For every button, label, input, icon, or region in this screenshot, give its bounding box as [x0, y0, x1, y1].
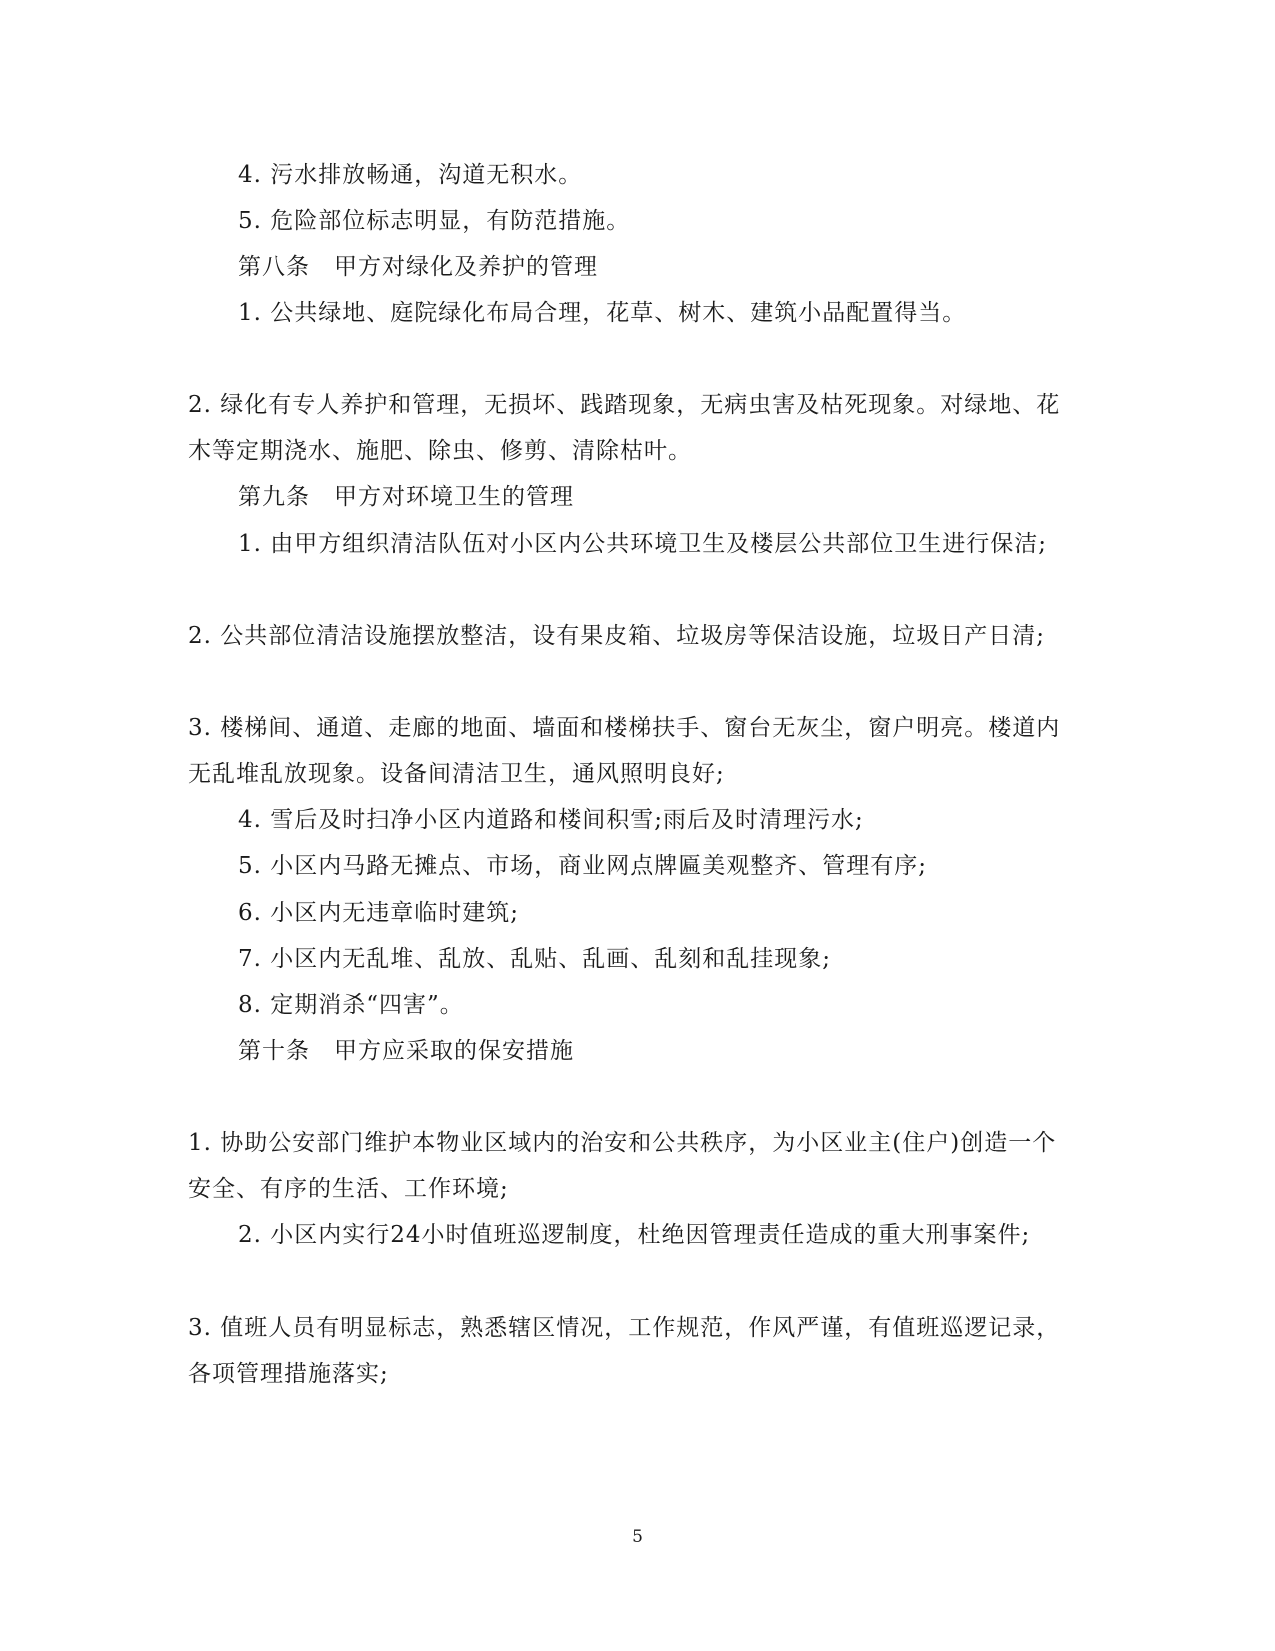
page-number: 5 — [632, 1527, 643, 1547]
item-no-clutter: 7. 小区内无乱堆、乱放、乱贴、乱画、乱刻和乱挂现象; — [238, 946, 832, 972]
item-cleaning-team: 1. 由甲方组织清洁队伍对小区内公共环境卫生及楼层公共部位卫生进行保洁; — [238, 531, 1048, 557]
item-greening-maintenance-cont: 木等定期浇水、施肥、除虫、修剪、清除枯叶。 — [188, 438, 692, 464]
item-public-order: 1. 协助公安部门维护本物业区域内的治安和公共秩序，为小区业主(住户)创造一个 — [188, 1130, 1057, 1156]
item-no-illegal-buildings: 6. 小区内无违章临时建筑; — [238, 900, 520, 926]
item-no-stalls: 5. 小区内马路无摊点、市场，商业网点牌匾美观整齐、管理有序; — [238, 853, 928, 879]
item-pest-control: 8. 定期消杀“四害”。 — [238, 992, 464, 1018]
item-drainage: 4. 污水排放畅通，沟道无积水。 — [238, 162, 583, 188]
item-stairwell-cleanliness: 3. 楼梯间、通道、走廊的地面、墙面和楼梯扶手、窗台无灰尘，窗户明亮。楼道内 — [188, 715, 1061, 741]
item-24h-patrol: 2. 小区内实行24小时值班巡逻制度，杜绝因管理责任造成的重大刑事案件; — [238, 1222, 1031, 1248]
item-snow-removal: 4. 雪后及时扫净小区内道路和楼间积雪;雨后及时清理污水; — [238, 807, 864, 833]
item-duty-staff: 3. 值班人员有明显标志，熟悉辖区情况，工作规范，作风严谨，有值班巡逻记录， — [188, 1315, 1061, 1341]
item-danger-signs: 5. 危险部位标志明显，有防范措施。 — [238, 208, 631, 234]
article-10-heading: 第十条 甲方应采取的保安措施 — [238, 1038, 574, 1064]
item-cleaning-facilities: 2. 公共部位清洁设施摆放整洁，设有果皮箱、垃圾房等保洁设施，垃圾日产日清; — [188, 623, 1046, 649]
item-duty-staff-cont: 各项管理措施落实; — [188, 1361, 389, 1387]
item-greening-maintenance: 2. 绿化有专人养护和管理，无损坏、践踏现象，无病虫害及枯死现象。对绿地、花 — [188, 392, 1061, 418]
item-greening-layout: 1. 公共绿地、庭院绿化布局合理，花草、树木、建筑小品配置得当。 — [238, 300, 967, 326]
article-9-heading: 第九条 甲方对环境卫生的管理 — [238, 484, 574, 510]
article-8-heading: 第八条 甲方对绿化及养护的管理 — [238, 254, 598, 280]
item-public-order-cont: 安全、有序的生活、工作环境; — [188, 1176, 509, 1202]
item-stairwell-cleanliness-cont: 无乱堆乱放现象。设备间清洁卫生，通风照明良好; — [188, 761, 725, 787]
